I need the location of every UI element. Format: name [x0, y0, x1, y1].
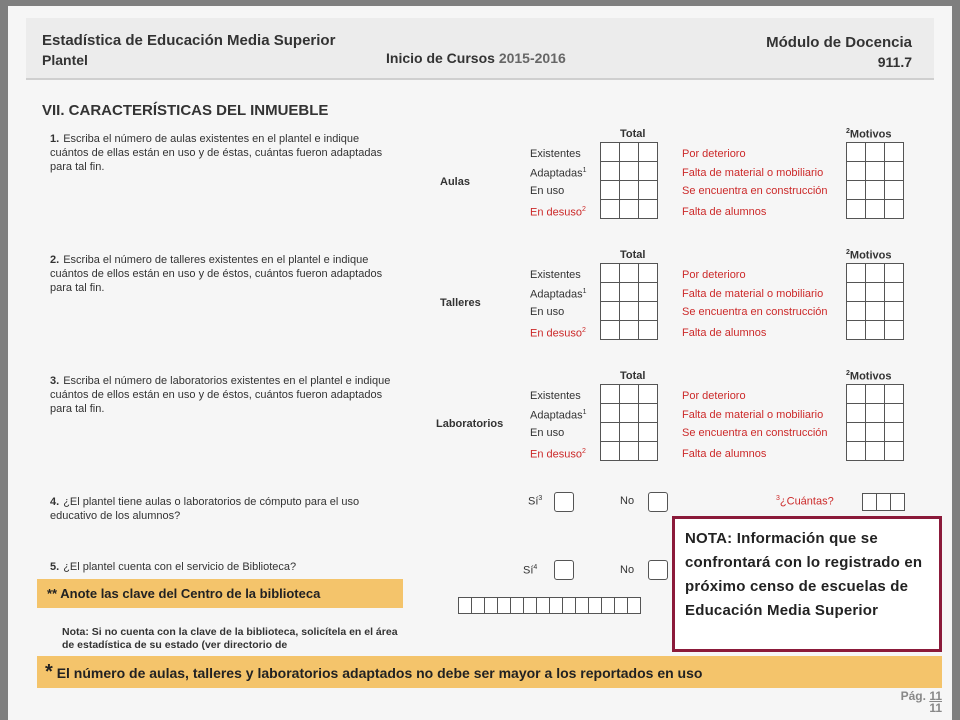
- form-header: [26, 18, 934, 80]
- q5-no-checkbox[interactable]: [648, 560, 668, 580]
- motivos-sup: 2: [846, 370, 850, 377]
- status-sup: 1: [582, 288, 587, 295]
- q2-text: Escriba el número de talleres existentes en el plantel e indique cuántos de ellos están en uso y de éstos, cuántos fueron adaptados para tal fin.: [50, 254, 383, 294]
- grid-cell[interactable]: [847, 321, 866, 340]
- row-label-3: Laboratorios: [436, 418, 504, 430]
- grid-cell[interactable]: [601, 321, 620, 340]
- q5-number: 5.: [50, 561, 60, 573]
- status-sup: 1: [582, 167, 587, 174]
- motivo-label: Falta de alumnos: [682, 206, 767, 218]
- motivos-text: Motivos: [849, 249, 892, 262]
- q5-yes-text: Sí: [523, 564, 534, 577]
- q4-cuantas-input[interactable]: [862, 493, 905, 511]
- grid-cell[interactable]: [620, 264, 639, 283]
- q4-cuantas-sup: 3: [776, 495, 780, 502]
- total-grid-3[interactable]: [600, 384, 658, 461]
- grid-cell[interactable]: [885, 442, 904, 461]
- q4-yes-checkbox[interactable]: [554, 492, 574, 512]
- grid-cell[interactable]: [847, 181, 866, 200]
- grid-cell[interactable]: [620, 423, 639, 442]
- grid-cell[interactable]: [639, 302, 658, 321]
- grid-cell[interactable]: [639, 283, 658, 302]
- callout-bottom-text: El número de aulas, talleres y laboratorios adaptados no debe ser mayor a los reportados en uso: [56, 665, 703, 681]
- status-label-en_uso: [530, 306, 564, 318]
- grid-cell[interactable]: [866, 302, 885, 321]
- grid-cell[interactable]: [866, 200, 885, 219]
- page-total: 11: [929, 701, 942, 715]
- biblioteca-note: Nota: Si no cuenta con la clave de la biblioteca, solicítela en el área de estadística de su estado (ver directorio de: [62, 626, 398, 651]
- grid-cell[interactable]: [847, 423, 866, 442]
- status-label-en_desuso: [530, 327, 586, 340]
- q4-no-checkbox[interactable]: [648, 492, 668, 512]
- grid-cell[interactable]: [847, 442, 866, 461]
- row-label-2: Talleres: [440, 297, 481, 309]
- grid-cell[interactable]: [639, 385, 658, 404]
- status-text: Existentes: [530, 148, 581, 160]
- q5-yes-sup: 4: [533, 564, 538, 571]
- question-5: [50, 560, 400, 574]
- status-label-en_desuso: [530, 448, 586, 461]
- status-text: Adaptadas: [530, 288, 583, 301]
- status-text: En desuso: [530, 206, 582, 219]
- grid-cell[interactable]: [885, 264, 904, 283]
- form-subtitle: Plantel: [42, 52, 88, 68]
- grid-cell[interactable]: [620, 200, 639, 219]
- motivo-label: Se encuentra en construcción: [682, 185, 828, 197]
- grid-cell[interactable]: [639, 143, 658, 162]
- grid-cell[interactable]: [601, 385, 620, 404]
- q1-text: Escriba el número de aulas existentes en el plantel e indique cuántos de ellas están en uso y de éstas, cuántas fueron adaptadas para tal fin.: [50, 133, 383, 173]
- status-text: En desuso: [530, 448, 582, 461]
- motivo-label: Falta de material o mobiliario: [682, 288, 824, 300]
- motivos-grid-3[interactable]: [846, 384, 904, 461]
- grid-cell[interactable]: [885, 302, 904, 321]
- question-1: [50, 132, 400, 174]
- module-name: Módulo de Docencia: [766, 34, 912, 51]
- q4-yes-text: Sí: [528, 495, 539, 508]
- grid-cell[interactable]: [601, 143, 620, 162]
- status-label-existentes: [530, 148, 581, 160]
- status-label-en_desuso: [530, 206, 586, 219]
- grid-cell[interactable]: [866, 181, 885, 200]
- motivos-text: Motivos: [849, 128, 892, 141]
- motivo-label: Falta de material o mobiliario: [682, 167, 824, 179]
- status-text: Adaptadas: [530, 409, 583, 422]
- page-number: [901, 690, 942, 714]
- motivos-sup: 2: [846, 128, 850, 135]
- page-label: Pág.: [900, 689, 926, 703]
- q4-text: ¿El plantel tiene aulas o laboratorios de cómputo para el uso educativo de los alumnos?: [50, 496, 360, 522]
- grid-cell[interactable]: [885, 162, 904, 181]
- grid-cell[interactable]: [639, 200, 658, 219]
- grid-cell[interactable]: [885, 423, 904, 442]
- grid-cell[interactable]: [601, 162, 620, 181]
- grid-cell[interactable]: [639, 264, 658, 283]
- grid-cell[interactable]: [866, 162, 885, 181]
- total-header: Total: [620, 370, 646, 382]
- q5-no-label: No: [620, 564, 635, 576]
- grid-cell[interactable]: [601, 264, 620, 283]
- status-sup: 2: [581, 448, 586, 455]
- motivo-label: Por deterioro: [682, 390, 746, 402]
- motivos-header: [846, 370, 891, 383]
- row-label-1: Aulas: [440, 176, 470, 188]
- grid-cell[interactable]: [885, 385, 904, 404]
- status-text: Adaptadas: [530, 167, 583, 180]
- status-sup: 1: [582, 409, 587, 416]
- motivo-label: Se encuentra en construcción: [682, 306, 828, 318]
- cycle-label: [386, 50, 566, 66]
- status-text: En uso: [530, 306, 565, 318]
- total-grid-1[interactable]: [600, 142, 658, 219]
- motivos-header: [846, 249, 891, 262]
- form-title: Estadística de Educación Media Superior: [42, 32, 336, 49]
- grid-cell[interactable]: [866, 423, 885, 442]
- callout-nota: NOTA: Información que se confrontará con lo registrado en próximo censo de escuelas de Educación Media Superior: [672, 516, 942, 652]
- q4-number: 4.: [50, 496, 60, 508]
- q3-number: 3.: [50, 375, 60, 387]
- q5-yes-label: [523, 564, 537, 577]
- grid-cell[interactable]: [866, 283, 885, 302]
- callout-adapted-limit: [37, 656, 942, 688]
- question-3: [50, 374, 400, 416]
- q5-yes-checkbox[interactable]: [554, 560, 574, 580]
- motivo-label: Falta de material o mobiliario: [682, 409, 824, 421]
- grid-cell[interactable]: [620, 321, 639, 340]
- grid-cell[interactable]: [866, 143, 885, 162]
- grid-cell[interactable]: [639, 442, 658, 461]
- grid-cell[interactable]: [620, 385, 639, 404]
- grid-cell[interactable]: [639, 321, 658, 340]
- motivos-sup: 2: [846, 249, 850, 256]
- q4-yes-label: [528, 495, 542, 508]
- motivo-label: Por deterioro: [682, 148, 746, 160]
- page-current: 11: [929, 689, 942, 703]
- grid-cell[interactable]: [866, 385, 885, 404]
- status-label-adaptadas: [530, 288, 587, 301]
- q4-cuantas-text: ¿Cuántas?: [779, 495, 834, 508]
- q4-no-label: No: [620, 495, 635, 507]
- section-title: VII. CARACTERÍSTICAS DEL INMUEBLE: [42, 102, 329, 119]
- motivos-header: [846, 128, 891, 141]
- question-4: [50, 495, 400, 523]
- grid-cell[interactable]: [620, 143, 639, 162]
- grid-cell[interactable]: [601, 423, 620, 442]
- cycle-text: Inicio de Cursos: [386, 50, 495, 66]
- status-label-en_uso: [530, 427, 564, 439]
- status-label-adaptadas: [530, 167, 587, 180]
- grid-cell[interactable]: [847, 200, 866, 219]
- motivo-label: Se encuentra en construcción: [682, 427, 828, 439]
- status-label-adaptadas: [530, 409, 587, 422]
- callout-biblioteca: ** Anote las clave del Centro de la biblioteca: [37, 579, 403, 608]
- grid-cell[interactable]: [885, 283, 904, 302]
- grid-cell[interactable]: [639, 423, 658, 442]
- motivos-grid-1[interactable]: [846, 142, 904, 219]
- grid-cell[interactable]: [847, 404, 866, 423]
- q2-number: 2.: [50, 254, 60, 266]
- q4-cuantas-label: [776, 495, 834, 508]
- grid-cell[interactable]: [620, 302, 639, 321]
- grid-cell[interactable]: [885, 181, 904, 200]
- status-text: En uso: [530, 185, 565, 197]
- status-label-existentes: [530, 269, 581, 281]
- grid-cell[interactable]: [866, 442, 885, 461]
- total-header: Total: [620, 249, 646, 261]
- grid-cell[interactable]: [885, 321, 904, 340]
- callout-star: *: [45, 661, 53, 683]
- grid-cell[interactable]: [847, 302, 866, 321]
- status-text: En uso: [530, 427, 565, 439]
- grid-cell[interactable]: [885, 143, 904, 162]
- grid-cell[interactable]: [601, 442, 620, 461]
- cycle-year: 2015-2016: [498, 50, 566, 66]
- status-text: En desuso: [530, 327, 582, 340]
- grid-cell[interactable]: [847, 283, 866, 302]
- grid-cell[interactable]: [885, 404, 904, 423]
- grid-cell[interactable]: [601, 302, 620, 321]
- motivos-text: Motivos: [849, 370, 892, 383]
- motivo-label: Falta de alumnos: [682, 327, 767, 339]
- total-header: Total: [620, 128, 646, 140]
- grid-cell[interactable]: [866, 264, 885, 283]
- status-text: Existentes: [530, 390, 581, 402]
- status-text: Existentes: [530, 269, 581, 281]
- grid-cell[interactable]: [847, 162, 866, 181]
- grid-cell[interactable]: [620, 442, 639, 461]
- q3-text: Escriba el número de laboratorios existentes en el plantel e indique cuántos de ellos están en uso y de éstos, cuántos fueron adaptados para tal fin.: [50, 375, 391, 415]
- grid-cell[interactable]: [639, 181, 658, 200]
- grid-cell[interactable]: [620, 404, 639, 423]
- form-code: 911.7: [877, 54, 912, 70]
- grid-cell[interactable]: [847, 385, 866, 404]
- grid-cell[interactable]: [601, 200, 620, 219]
- motivo-label: Falta de alumnos: [682, 448, 767, 460]
- grid-cell[interactable]: [847, 143, 866, 162]
- motivo-label: Por deterioro: [682, 269, 746, 281]
- grid-cell[interactable]: [620, 181, 639, 200]
- grid-cell[interactable]: [620, 283, 639, 302]
- q5-text: ¿El plantel cuenta con el servicio de Biblioteca?: [63, 561, 297, 573]
- motivos-grid-2[interactable]: [846, 263, 904, 340]
- biblioteca-key-input[interactable]: [458, 597, 641, 614]
- grid-cell[interactable]: [885, 200, 904, 219]
- status-sup: 2: [581, 206, 586, 213]
- question-2: [50, 253, 400, 295]
- q1-number: 1.: [50, 133, 60, 145]
- grid-cell[interactable]: [601, 404, 620, 423]
- status-label-existentes: [530, 390, 581, 402]
- total-grid-2[interactable]: [600, 263, 658, 340]
- grid-cell[interactable]: [866, 404, 885, 423]
- status-sup: 2: [581, 327, 586, 334]
- grid-cell[interactable]: [601, 283, 620, 302]
- grid-cell[interactable]: [601, 181, 620, 200]
- grid-cell[interactable]: [866, 321, 885, 340]
- grid-cell[interactable]: [639, 162, 658, 181]
- q4-yes-sup: 3: [538, 495, 543, 502]
- status-label-en_uso: [530, 185, 564, 197]
- grid-cell[interactable]: [847, 264, 866, 283]
- grid-cell[interactable]: [639, 404, 658, 423]
- grid-cell[interactable]: [620, 162, 639, 181]
